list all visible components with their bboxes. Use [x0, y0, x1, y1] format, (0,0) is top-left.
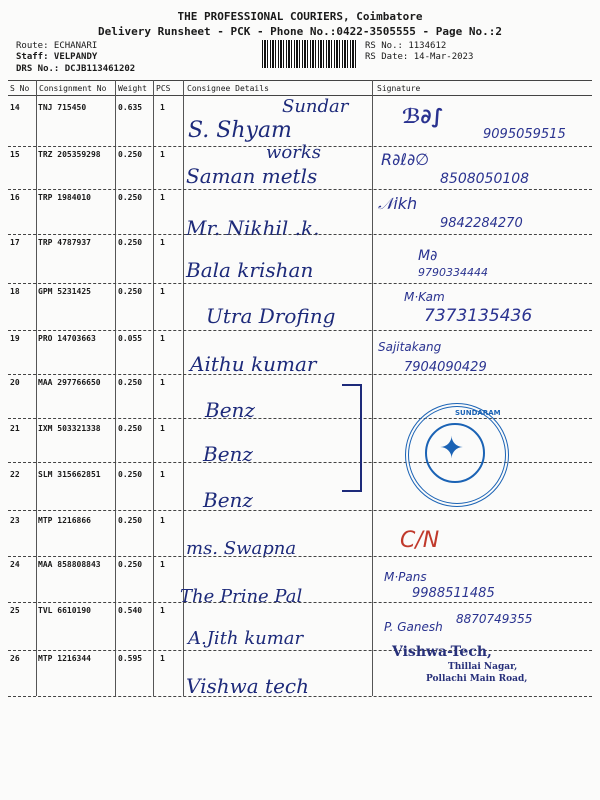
row-sno: 16 — [10, 193, 20, 202]
row-note: Sundar — [282, 96, 349, 117]
route-label: Route: ECHANARI — [16, 41, 98, 51]
row-signature-phone: 9790334444 — [418, 266, 488, 279]
column-header-consignee: Consignee Details — [187, 84, 269, 93]
column-header-consignment: Consignment No — [39, 84, 107, 93]
row-consignee: Benz — [203, 488, 253, 512]
row-consignment: TRP 4787937 — [38, 238, 91, 247]
row-sno: 18 — [10, 287, 20, 296]
row-pcs: 1 — [160, 654, 165, 663]
row-pcs: 1 — [160, 103, 165, 112]
row-signature-phone: 7373135436 — [424, 306, 533, 326]
row-note: works — [266, 142, 321, 163]
row-pcs: 1 — [160, 424, 165, 433]
row-sno: 26 — [10, 654, 20, 663]
row-consignment: MAA 858808843 — [38, 560, 101, 569]
rs-date: RS Date: 14-Mar-2023 — [365, 52, 474, 62]
row-weight: 0.540 — [118, 606, 143, 615]
row-consignment: MTP 1216344 — [38, 654, 91, 663]
row-consignment: PRO 14703663 — [38, 334, 96, 343]
signature-scribble: M·Kam — [404, 290, 445, 304]
row-weight: 0.635 — [118, 103, 143, 112]
row-consignee: Benz — [205, 398, 255, 422]
row-sno: 20 — [10, 378, 20, 387]
column-header-weight: Weight — [118, 84, 147, 93]
stamp-name: Vishwa-Tech, — [392, 644, 492, 660]
rs-number: RS No.: 1134612 — [365, 41, 447, 51]
staff-label: Staff: VELPANDY — [16, 52, 98, 62]
row-divider — [8, 283, 592, 284]
stamp-address: Thillai Nagar, — [448, 662, 518, 672]
column-header-sno: S No — [10, 84, 30, 93]
row-divider — [8, 418, 592, 419]
row-sno: 21 — [10, 424, 20, 433]
row-signature-note: C/N — [400, 528, 440, 553]
row-consignment: SLM 315662851 — [38, 470, 101, 479]
row-divider — [8, 556, 592, 557]
row-pcs: 1 — [160, 560, 165, 569]
row-consignee: Aithu kumar — [190, 352, 317, 376]
row-consignee: A.Jith kumar — [188, 628, 304, 649]
row-weight: 0.250 — [118, 378, 143, 387]
row-consignment: TRZ 205359298 — [38, 150, 101, 159]
row-pcs: 1 — [160, 238, 165, 247]
row-signature-phone: 9988511485 — [412, 586, 495, 601]
barcode-image — [262, 40, 358, 68]
row-consignee: Benz — [203, 442, 253, 466]
row-divider — [8, 189, 592, 190]
row-consignee: S. Shyam — [188, 118, 292, 143]
drs-label: DRS No.: DCJB113461202 — [16, 64, 136, 74]
row-signature-phone: 9095059515 — [483, 127, 566, 142]
handwritten-bracket — [342, 384, 362, 492]
signature-scribble: M∂ — [418, 248, 438, 264]
row-sno: 19 — [10, 334, 20, 343]
row-sno: 22 — [10, 470, 20, 479]
company-title: THE PROFESSIONAL COURIERS, Coimbatore — [177, 10, 423, 23]
row-signature-phone: 8870749355 — [456, 612, 533, 626]
row-divider — [8, 374, 592, 375]
signature-scribble: 𝒩ikh — [378, 194, 418, 213]
row-consignment: TVL 6610190 — [38, 606, 91, 615]
row-pcs: 1 — [160, 150, 165, 159]
row-pcs: 1 — [160, 516, 165, 525]
row-sno: 15 — [10, 150, 20, 159]
row-sno: 23 — [10, 516, 20, 525]
row-pcs: 1 — [160, 334, 165, 343]
row-weight: 0.250 — [118, 560, 143, 569]
row-weight: 0.055 — [118, 334, 143, 343]
row-consignment: MTP 1216866 — [38, 516, 91, 525]
row-sno: 24 — [10, 560, 20, 569]
row-consignee: Mr. Nikhil .k. — [186, 216, 320, 240]
row-divider — [8, 510, 592, 511]
table-top-border — [8, 80, 592, 81]
row-consignment: TRP 1984010 — [38, 193, 91, 202]
row-consignee: Vishwa tech — [186, 674, 309, 698]
row-pcs: 1 — [160, 193, 165, 202]
row-divider — [8, 602, 592, 603]
row-consignee: Bala krishan — [186, 258, 314, 282]
row-signature-phone: 7904090429 — [404, 360, 487, 375]
row-weight: 0.250 — [118, 238, 143, 247]
row-pcs: 1 — [160, 606, 165, 615]
column-divider — [153, 80, 154, 696]
star-icon: ✦ — [439, 431, 465, 466]
row-consignee: Saman metls — [186, 164, 318, 188]
row-signature-phone: 9842284270 — [440, 216, 523, 231]
row-consignee: ms. Swapna — [186, 538, 297, 559]
row-consignment: IXM 503321338 — [38, 424, 101, 433]
column-divider — [372, 80, 373, 696]
row-weight: 0.595 — [118, 654, 143, 663]
stamp-text: SUNDARAM — [455, 409, 501, 417]
row-sno: 14 — [10, 103, 20, 112]
signature-scribble: M·Pans — [384, 570, 427, 584]
row-signature-phone: 8508050108 — [440, 171, 530, 187]
stamp-address: Pollachi Main Road, — [426, 674, 528, 684]
column-header-signature: Signature — [377, 84, 421, 93]
signature-scribble: ℬ∂∫ — [402, 104, 444, 128]
table-bottom-border — [8, 696, 592, 697]
signature-scribble: P. Ganesh — [384, 620, 443, 634]
row-consignment: GPM 5231425 — [38, 287, 91, 296]
row-pcs: 1 — [160, 287, 165, 296]
column-divider — [36, 80, 37, 696]
row-consignment: MAA 297766650 — [38, 378, 101, 387]
row-divider — [8, 234, 592, 235]
row-consignee: The Prine Pal — [180, 586, 303, 607]
row-divider — [8, 330, 592, 331]
row-consignee: Utra Drofing — [206, 304, 336, 328]
row-weight: 0.250 — [118, 193, 143, 202]
row-sno: 17 — [10, 238, 20, 247]
signature-scribble: R∂ℓ∂∅ — [381, 150, 430, 169]
runsheet-title: Delivery Runsheet - PCK - Phone No.:0422-3505555 - Page No.:2 — [98, 25, 502, 38]
row-weight: 0.250 — [118, 424, 143, 433]
column-header-pcs: PCS — [156, 84, 171, 93]
row-weight: 0.250 — [118, 516, 143, 525]
row-weight: 0.250 — [118, 287, 143, 296]
signature-scribble: Sajitakang — [378, 340, 442, 354]
row-weight: 0.250 — [118, 150, 143, 159]
company-stamp — [405, 403, 509, 507]
row-pcs: 1 — [160, 470, 165, 479]
row-consignment: TNJ 715450 — [38, 103, 87, 112]
row-pcs: 1 — [160, 378, 165, 387]
column-divider — [115, 80, 116, 696]
row-sno: 25 — [10, 606, 20, 615]
row-weight: 0.250 — [118, 470, 143, 479]
